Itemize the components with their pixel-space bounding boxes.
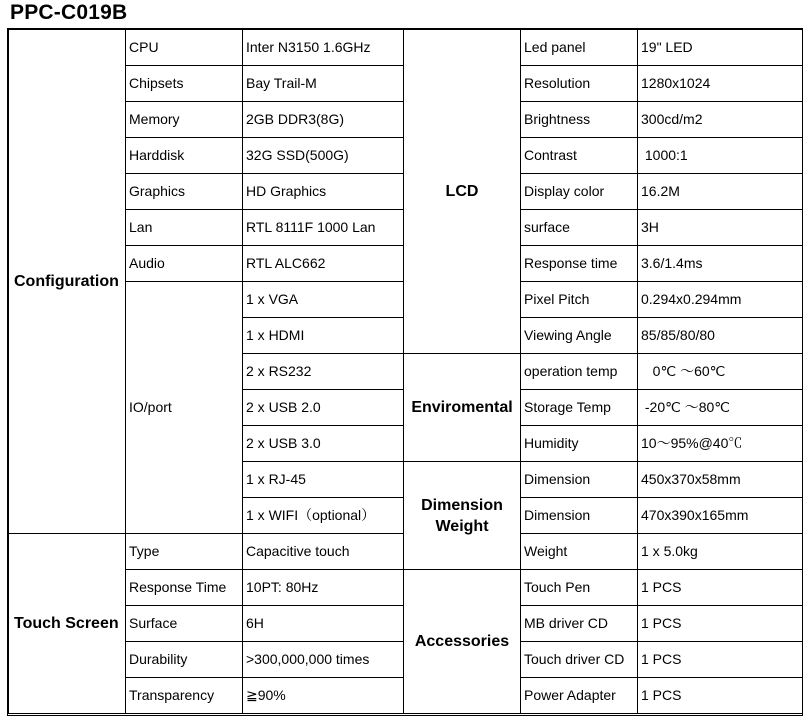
touch-surface-value: 6H: [243, 606, 404, 642]
io-port-value: 1 x RJ-45: [243, 462, 404, 498]
touch-response-time-label: Response Time: [126, 570, 243, 606]
cpu-label: CPU: [126, 30, 243, 66]
graphics-value: HD Graphics: [243, 174, 404, 210]
io-port-value: 1 x WIFI（optional）: [243, 498, 404, 534]
touch-pen-value: 1 PCS: [638, 570, 803, 606]
operation-temp-label: operation temp: [521, 354, 638, 390]
chipsets-value: Bay Trail-M: [243, 66, 404, 102]
surface-value: 3H: [638, 210, 803, 246]
brightness-value: 300cd/m2: [638, 102, 803, 138]
mb-driver-cd-label: MB driver CD: [521, 606, 638, 642]
table-row: [9, 30, 803, 66]
chipsets-label: Chipsets: [126, 66, 243, 102]
durability-value: >300,000,000 times: [243, 642, 404, 678]
io-port-value: 2 x RS232: [243, 354, 404, 390]
touch-surface-label: Surface: [126, 606, 243, 642]
display-color-value: 16.2M: [638, 174, 803, 210]
contrast-value: 1000:1: [638, 138, 803, 174]
io-port-value: 1 x HDMI: [243, 318, 404, 354]
spec-table: [8, 29, 803, 714]
transparency-value: ≧90%: [243, 678, 404, 714]
viewing-angle-label: Viewing Angle: [521, 318, 638, 354]
io-port-label: IO/port: [126, 282, 243, 534]
group-lcd: LCD: [404, 30, 521, 354]
humidity-value: 10～95%@40℃: [638, 426, 803, 462]
memory-value: 2GB DDR3(8G): [243, 102, 404, 138]
type-value: Capacitive touch: [243, 534, 404, 570]
brightness-label: Brightness: [521, 102, 638, 138]
surface-label: surface: [521, 210, 638, 246]
dimension-label: Dimension: [521, 498, 638, 534]
io-port-value: 2 x USB 3.0: [243, 426, 404, 462]
response-time-value: 3.6/1.4ms: [638, 246, 803, 282]
storage-temp-value: -20℃ ～80℃: [638, 390, 803, 426]
pixel-pitch-label: Pixel Pitch: [521, 282, 638, 318]
weight-label: Weight: [521, 534, 638, 570]
audio-label: Audio: [126, 246, 243, 282]
resolution-value: 1280x1024: [638, 66, 803, 102]
io-port-value: 1 x VGA: [243, 282, 404, 318]
graphics-label: Graphics: [126, 174, 243, 210]
touch-driver-cd-label: Touch driver CD: [521, 642, 638, 678]
power-adapter-value: 1 PCS: [638, 678, 803, 714]
touch-driver-cd-value: 1 PCS: [638, 642, 803, 678]
lan-label: Lan: [126, 210, 243, 246]
transparency-label: Transparency: [126, 678, 243, 714]
display-color-label: Display color: [521, 174, 638, 210]
storage-temp-label: Storage Temp: [521, 390, 638, 426]
type-label: Type: [126, 534, 243, 570]
contrast-label: Contrast: [521, 138, 638, 174]
viewing-angle-value: 85/85/80/80: [638, 318, 803, 354]
io-port-value: 2 x USB 2.0: [243, 390, 404, 426]
mb-driver-cd-value: 1 PCS: [638, 606, 803, 642]
durability-label: Durability: [126, 642, 243, 678]
humidity-label: Humidity: [521, 426, 638, 462]
harddisk-value: 32G SSD(500G): [243, 138, 404, 174]
resolution-label: Resolution: [521, 66, 638, 102]
group-configuration: Configuration: [9, 30, 126, 534]
table-row: [9, 570, 803, 606]
touch-response-time-value: 10PT: 80Hz: [243, 570, 404, 606]
group-dimension-weight: Dimension Weight: [404, 462, 521, 570]
operation-temp-value: 0℃ ～60℃: [638, 354, 803, 390]
document-title: PPC-C019B: [10, 1, 128, 24]
dimension-value: 450x370x58mm: [638, 462, 803, 498]
group-touch-screen: Touch Screen: [9, 534, 126, 714]
group-environmental: Enviromental: [404, 354, 521, 462]
audio-value: RTL ALC662: [243, 246, 404, 282]
dimension-label: Dimension: [521, 462, 638, 498]
cpu-value: Inter N3150 1.6GHz: [243, 30, 404, 66]
touch-pen-label: Touch Pen: [521, 570, 638, 606]
group-accessories: Accessories: [404, 570, 521, 714]
led-panel-label: Led panel: [521, 30, 638, 66]
weight-value: 1 x 5.0kg: [638, 534, 803, 570]
pixel-pitch-value: 0.294x0.294mm: [638, 282, 803, 318]
lan-value: RTL 8111F 1000 Lan: [243, 210, 404, 246]
response-time-label: Response time: [521, 246, 638, 282]
memory-label: Memory: [126, 102, 243, 138]
harddisk-label: Harddisk: [126, 138, 243, 174]
dimension-value: 470x390x165mm: [638, 498, 803, 534]
led-panel-value: 19" LED: [638, 30, 803, 66]
power-adapter-label: Power Adapter: [521, 678, 638, 714]
